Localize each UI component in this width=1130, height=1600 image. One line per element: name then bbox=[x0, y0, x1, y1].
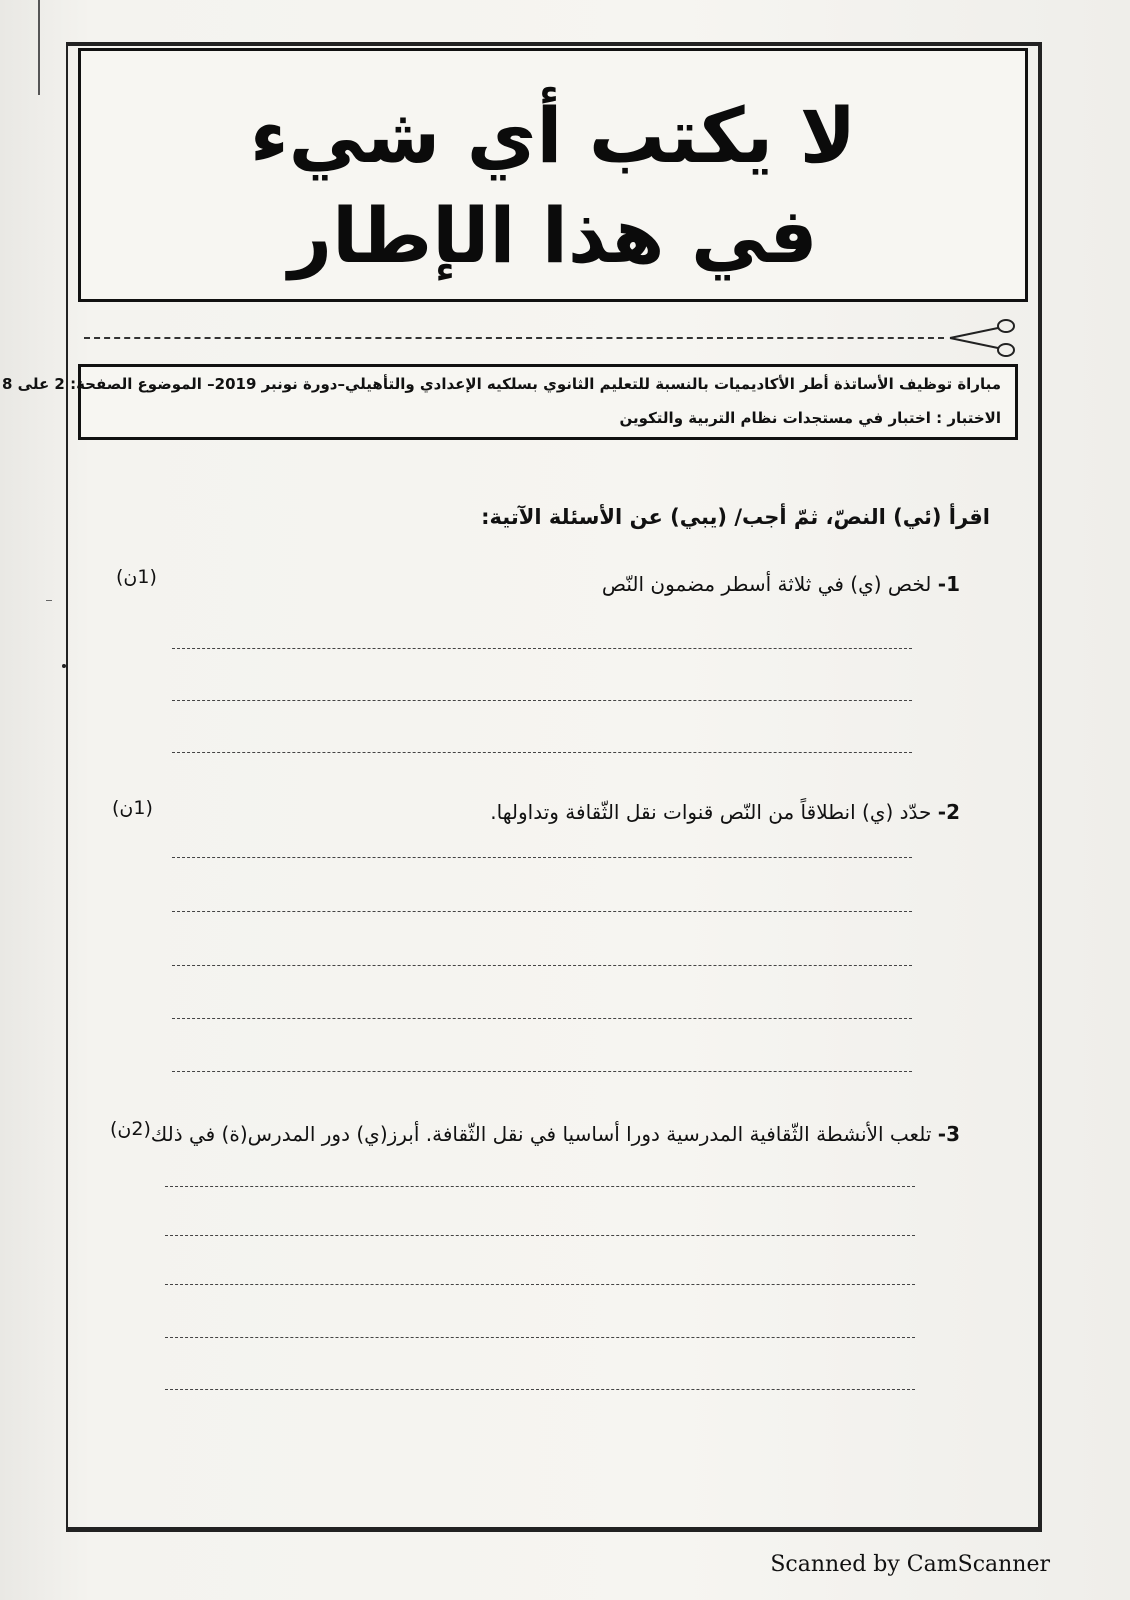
answer-line[interactable] bbox=[172, 648, 912, 649]
question-3 bbox=[151, 1122, 960, 1146]
answer-line[interactable] bbox=[165, 1235, 915, 1236]
question-text: حدّد (ي) انطلاقاً من النّص قنوات نقل الثّقافة وتداولها. bbox=[490, 800, 932, 824]
question-1 bbox=[602, 572, 960, 596]
do-not-write-box bbox=[78, 48, 1028, 302]
warning-line-2: في هذا الإطار bbox=[288, 191, 818, 280]
answer-line[interactable] bbox=[172, 752, 912, 753]
question-number: 1- bbox=[937, 572, 960, 596]
answer-line[interactable] bbox=[172, 1071, 912, 1072]
answer-line[interactable] bbox=[165, 1337, 915, 1338]
question-text: لخص (ي) في ثلاثة أسطر مضمون النّص bbox=[601, 572, 932, 596]
question-text: تلعب الأنشطة الثّقافية المدرسية دورا أساسيا في نقل الثّقافة. أبرز(ي) دور المدرس(ة) في ذلك bbox=[150, 1122, 932, 1146]
answer-line[interactable] bbox=[165, 1389, 915, 1390]
answer-line[interactable] bbox=[172, 965, 912, 966]
binding-edge bbox=[38, 0, 40, 95]
question-number: 3- bbox=[937, 1122, 960, 1146]
exam-header bbox=[1, 364, 1018, 440]
answer-line[interactable] bbox=[165, 1284, 915, 1285]
question-3-points: (2ن) bbox=[110, 1118, 151, 1140]
exam-title: مباراة توظيف الأساتذة أطر الأكاديميات بالنسبة للتعليم الثانوي بسلكيه الإعدادي والتأهيلي–دورة نونبر 2019– الموضوع الصفحة: 2 على 8 bbox=[1, 375, 1001, 393]
answer-line[interactable] bbox=[172, 700, 912, 701]
instruction: اقرأ (ئي) النصّ، ثمّ أجب/ (يبي) عن الأسئلة الآتية: bbox=[481, 505, 990, 529]
scissors-icon bbox=[948, 318, 1020, 358]
question-1-points: (1ن) bbox=[116, 566, 157, 588]
exam-subject: الاختبار : اختبار في مستجدات نظام التربية والتكوين bbox=[619, 409, 1001, 427]
answer-line[interactable] bbox=[172, 857, 912, 858]
answer-line[interactable] bbox=[172, 911, 912, 912]
scanner-watermark: Scanned by CamScanner bbox=[770, 1552, 1050, 1577]
question-2 bbox=[490, 800, 960, 824]
cut-line bbox=[84, 337, 944, 339]
question-2-points: (1ن) bbox=[112, 797, 153, 819]
question-number: 2- bbox=[937, 800, 960, 824]
answer-line[interactable] bbox=[165, 1186, 915, 1187]
warning-line-1: لا يكتب أي شيء bbox=[249, 91, 857, 180]
margin-tick bbox=[46, 600, 52, 601]
answer-line[interactable] bbox=[172, 1018, 912, 1019]
